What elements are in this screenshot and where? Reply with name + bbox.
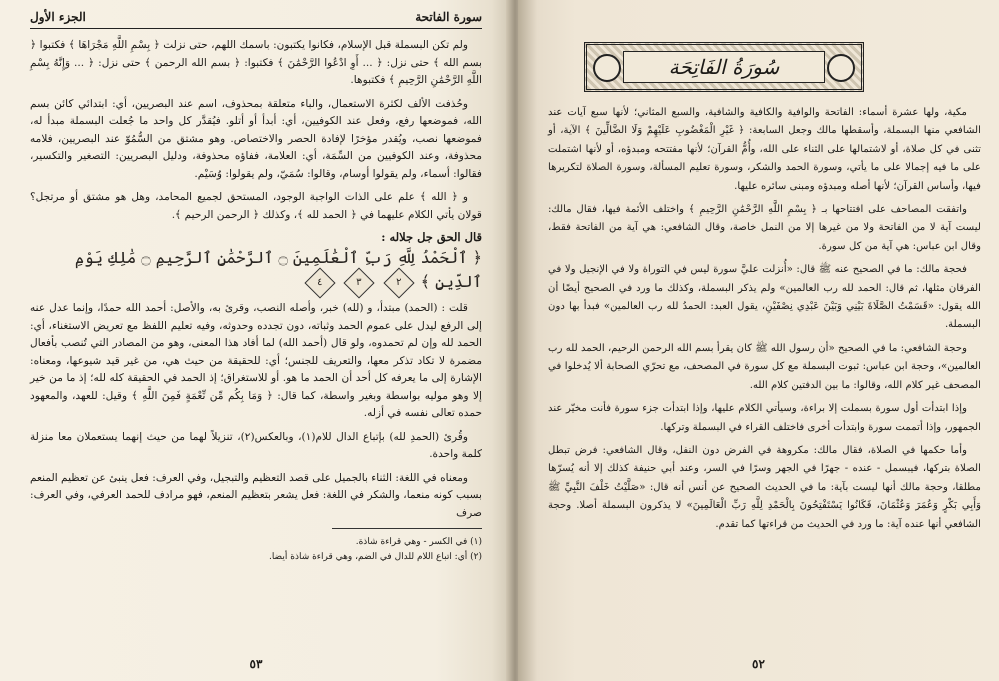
quran-verse	[30, 246, 482, 294]
running-head-part: الجزء الأول	[30, 10, 86, 24]
footnotes	[30, 535, 482, 565]
running-head-surah: سورة الفاتحة	[415, 10, 482, 24]
left-body-text	[30, 37, 482, 224]
surah-title-banner	[584, 42, 864, 92]
verse-text: ﴿ ٱلْحَمْدُ لِلَّهِ رَبِّ ٱلْعَٰلَمِينَ ۝ ٱلرَّحْمَٰنِ ٱلرَّحِيمِ ۝ مَٰلِكِ يَوْمِ ٱلدِّينِ ﴾	[74, 248, 482, 291]
right-body-text	[548, 104, 981, 539]
ornament-circle-icon	[593, 54, 621, 82]
running-head	[30, 10, 482, 29]
page-number: ٥٣	[249, 657, 263, 671]
paragraph: واتفقت المصاحف على افتتاحها بـ ﴿ بِسْمِ اللَّهِ الرَّحْمَٰنِ الرَّحِيمِ ﴾ واختلف الأئمة فيها، فقال مالك: ليست آية لا من الفاتحة ولا من غيرها إلا من النمل خاصة، وقال الشافعي: هي آية من الفاتحة فقط، وقال ابن عباس: هي آية من كل سورة.	[548, 204, 981, 252]
ayah-number-marker: ٤	[305, 267, 336, 298]
paragraph: وحُذفت الألف لكثرة الاستعمال، والباء متعلقة بمحذوف، اسم عند البصريين، أي: ابتدائي كائن بسم الله، فموضعها رفع، وفعل عند الكوفيين، أي: أبدأ أو أتلو. فيُقدَّر كل واحد ما جُعلت البسملة مبدأ له، فموضعها نصب، ويُقدر مؤخرًا لإفادة الحصر والاختصاص. وهو مشتق من السُّمُوّ عند البصريين، فلامه محذوفة، وعند الكوفيين من السِّمَة، أي: العلامة، ففاؤه محذوفة، ودليل البصريين: التصغير والتكسير، فقالوا: أسماء، ولم يقولوا أوسام، وقالوا: سُمَيّ، ولم يقولوا: وُسَيْم.	[30, 97, 482, 180]
paragraph: وحجة الشافعي: ما في الصحيح «أن رسول الله ﷺ كان يقرأ بسم الله الرحمن الرحيم، الحمد لله رب العالمين»، وحجة ابن عباس: ثبوت البسملة مع كل سورة في المصحف، مع تحرّي الصحابة ألا يُدخلوا في المصحف غير كلام الله، وقالوا: ما بين الدفتين كلام الله.	[548, 342, 981, 391]
footnote: (٢) أي: اتباع اللام للدال في الضم، وهي قراءة شاذة أيضا.	[268, 552, 482, 562]
left-body-text-continued	[30, 300, 482, 522]
paragraph: وإذا ابتدأت أول سورة بسملت إلا براءة، وسيأتي الكلام عليها، وإذا ابتدأت جزء سورة فأنت مخيّر عند الجمهور، وإذا أتممت سورة وابتدأت أخرى فاختلف القراء في البسملة وتركها.	[548, 403, 981, 433]
page-number: ٥٢	[752, 657, 765, 671]
verse-intro: قال الحق جل جلاله :	[381, 230, 482, 244]
ayah-number-marker: ٢	[383, 267, 414, 298]
paragraph: وقُرئ (الحمدِ لله) بإتباع الدال للام(١)، وبالعكس(٢)، تنزيلاً لهما من حيث إنهما يستعملان معا منزلة كلمة واحدة.	[30, 430, 482, 460]
paragraph: ولم تكن البسملة قبل الإسلام، فكانوا يكتبون: باسمك اللهم، حتى نزلت ﴿ بِسْمِ اللَّهِ مَجْرَاهَا ﴾ فكتبوا ﴿ بسم الله ﴾ حتى نزل: ﴿ ... أَوِ ادْعُوا الرَّحْمَٰنَ ﴾ فكتبوا: ﴿ بسم الله الرحمن ﴾ حتى نزل: ﴿ ... وَإِنَّهُ بِسْمِ اللَّهِ الرَّحْمَٰنِ الرَّحِيمِ ﴾ فكتبوها.	[30, 39, 482, 86]
ornament-circle-icon	[827, 54, 855, 82]
paragraph: و ﴿ الله ﴾ علم على الذات الواجبة الوجود، المستحق لجميع المحامد، وهل هو مشتق أو مرتجل؟ قولان يأتي الكلام عليهما في ﴿ الحمد لله ﴾، وكذلك ﴿ الرحمن الرحيم ﴾.	[30, 191, 482, 221]
paragraph: مكية، ولها عشرة أسماء: الفاتحة والوافية والكافية والشافية، والسبع المثاني؛ لأنها سبع آيات عند الشافعي منها البسملة، وأسقطها مالك وجعل السابعة: ﴿ غَيْرِ الْمَغْضُوبِ عَلَيْهِمْ وَلَا الضَّالِّينَ ﴾ الآية، أو تثنى في كل صلاة، أو لاشتمالها على الثناء على الله، وأُمُّ القرآن؛ لأنها مفتتحه ومبدؤه، أو لأنها اشتملت على ما فيه إجمالا على ما يأتي، وسورة الحمد والشكر، وسورة تعليم المسألة، وسورة الصلاة لتكريرها فيها، وأساس القرآن؛ لأنها أصله ومبدؤه ومبنى سائره عليها.	[548, 107, 981, 192]
right-page	[518, 0, 999, 681]
paragraph: ومعناه في اللغة: الثناء بالجميل على قصد التعظيم والتبجيل، وفي العرف: فعل ينبئ عن تعظيم المنعم بسبب كونه منعما، والشكر في اللغة: فعل يشعر بتعظيم المنعم، فهو مرادف للحمد العرفي، وفي العرف: صرف	[30, 471, 482, 519]
paragraph: فحجة مالك: ما في الصحيح عنه ﷺ قال: «أُنزلت عليَّ سورة ليس في التوراة ولا في الإنجيل ولا في الفرقان مثلها، ثم قال: الحمد لله رب العالمين» ولم يذكر البسملة، وكذلك ما ورد في الصحيح أيضًا أن الله يقول: «قَسَمْتُ الصَّلَاةَ بَيْنِي وَبَيْنَ عَبْدِي نِصْفَيْنِ، يقول العبد: الحمدُ لله رب العالمين» فبدأ بها دون البسملة.	[548, 264, 981, 331]
paragraph: وأما حكمها في الصلاة، فقال مالك: مكروهة في الفرض دون النفل، وقال الشافعي: فرض تبطل الصلاة بتركها، فيبسمل - عنده - جهرًا في الجهر وسرًا في السر، وعند أبي حنيفة كذلك إلا أنه يُسرّها مطلقا، وحجة مالك أنها ليست بآية: ما في الحديث الصحيح عن أنس أنه قال: «صَلَّيْتُ خَلْفَ النَّبِيِّ ﷺ وَأَبِي بَكْرٍ وَعُمَرَ وَعُثْمَانَ، فَكَانُوا يَسْتَفْتِحُونَ بِالْحَمْدِ لِلَّهِ رَبِّ الْعَالَمِينَ» لا يذكرون البسملة أصلا. وحجة الشافعي أنها عنده آية: ما ورد في الحديث من قراءتها كما تقدم.	[548, 444, 981, 530]
surah-title: سُورَةُ الفَاتِحَة	[623, 51, 825, 83]
footnote: (١) في الكسر - وهي قراءة شاذة.	[355, 537, 482, 547]
paragraph: قلت : (الحمد) مبتدأ، و (لله) خبر، وأصله النصب، وقرئ به، والأصل: أحمد الله حمدًا، وإنما عدل عنه إلى الرفع ليدل على عموم الحمد وثباته، دون تجدده وحدوثه، وفيه تعليم اللفظ مع تعريض الاستغناء، أي: الحمد لله وإن لم تحمدوه، ولو قال (أحمد الله) لما أفاد هذا المعنى، وهو من المصادر التي تُنصب بأفعال مضمرة لا تكاد تذكر معها، والتعريف للجنس؛ أي: للحقيقة من حيث هي، من غير قيد شيوعها، ومعناه: الإشارة إلى ما يعرفه كل أحد أن الحمد ما هو. أو للاستغراق؛ إذ الحمد في الحقيقة كله لله؛ إذ ما من خير إلا وهو موليه بواسطة وبغير واسطة، كما قال: ﴿ وَمَا بِكُم مِّن نِّعْمَةٍ فَمِنَ اللَّهِ ﴾ وقيل: للعهد، والمعهود حمده تعالى نفسه في أزله.	[30, 302, 482, 419]
ayah-number-marker: ٣	[344, 267, 375, 298]
footnote-divider	[332, 528, 482, 529]
